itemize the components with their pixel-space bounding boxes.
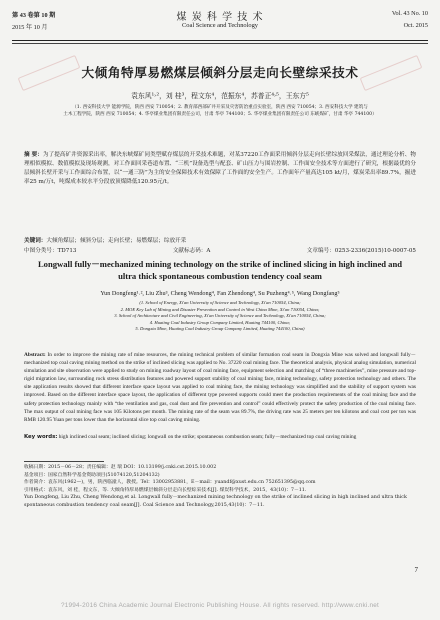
date-en: Oct. 2015 [403, 22, 428, 29]
journal-name-cn: 煤 炭 科 学 技 术 [176, 12, 264, 23]
affiliation-line: 2. MOE Key Lab of Mining and Disaster Prevention and Control in West China Mine, Xi'an 710054, China; [120, 306, 320, 312]
keywords-cn [24, 236, 416, 244]
footnote-rule [24, 461, 104, 462]
keywords-label-cn: 关键词： [24, 238, 47, 244]
abstract-en [24, 351, 416, 424]
affiliations-cn [12, 104, 428, 118]
abstract-label-en: Abstract: [24, 352, 46, 358]
affiliations-en [40, 300, 400, 333]
footnote-fund: 基金项目：国家自然科学基金资助项目(51074120,51204132) [24, 472, 160, 478]
affiliation-line: （1. 西安科技大学 能源学院，陕西 西安 710054；2. 教育部西部矿井开采及灾害防治重点实验室，陕西 西安 710054；3. 西安科技大学 建筑与 [72, 105, 368, 110]
keywords-text-en: high inclined coal seam; inclined slicing; longwall on the strike; spontaneous combustion seam; fully－mechanized top coal caving mining [58, 434, 357, 440]
volume-issue-cn: 第 43 卷第 10 期 [12, 12, 56, 19]
footnote-citation-cn: 引用格式：袁东风，刘 桂，程文东，等. 大倾角特厚易燃煤层倾斜分层走向长壁综采技术[J]. 煤炭科学技术，2015，43(10)：7－11. [24, 487, 307, 493]
volume-issue-en: Vol. 43 No. 10 [391, 10, 428, 17]
footnote-author: 作者简介：袁东风(1962—)，男，陕西临潼人，教授。Tel：13002953881，E－mail：yuandf@xust.edu.cn 752651395@qq.com [24, 480, 316, 486]
footnotes [24, 464, 416, 510]
journal-name-en: Coal Science and Technology [182, 22, 258, 29]
affiliation-line: 4. Huating Coal Industry Group Company Limited, Huating 744100, China; [149, 319, 291, 325]
keywords-label-en: Key words: [24, 434, 58, 440]
abstract-cn [24, 151, 416, 187]
abstract-text-en: In order to improve the mining rate of mine resources, the mining technical problem of similar formation coal seam in Dongxia Mine was solved and longwall fully－mechanized top coal caving mining method on the strike of inclined slicing was applied to No. 37220 coal mining face. The theoretical analysis, physical analog simulation, numerical simulation and site observation were applied to study on mining roadway layout of coal mining face, equipment selection and matching of “three machineries”, mine pressure and top-rigid migration law, surrounding rock stress distribution features and powered support stability of coal mining face, mining technology, safety protection technology and others. The site application results showed that different interface space layout was applied to coal mining face, the mining technology was simplified and the stability of support system was improved. Based on the different interface space layout, the application of different type powered supports could meet the production requirements of the coal mining face and the safety protection technology mainly with “the ventilation and gas, coal dust and fire prevention and control” could effectively protect the safety production of the coal mining face. The max output of coal mining face was 105 Kilotons per month. The mining rate of the seam was 89.7%, the driving rate was 25 meters per ten kilotons and coal cost per ton was RMB 120.95 Yuan per tons lower than the horizontal slice top coal caving mining. [24, 352, 416, 423]
paper-title-cn: 大倾角特厚易燃煤层倾斜分层走向长壁综采技术 [81, 65, 359, 80]
header-rule-thin [12, 43, 428, 44]
affiliation-line: 5. Dongxia Mine, Huating Coal Industry Group Company Limited, Huating 744100, China) [135, 326, 305, 332]
footnote-received: 收稿日期：2015－06－28；责任编辑：赵 瑞 DOI：10.13199/j.cnki.cst.2015.10.002 [24, 465, 217, 470]
keywords-text-cn: 大倾角煤层；倾斜分层；走向长壁；易燃煤层；综放开采 [46, 238, 187, 244]
running-header [12, 8, 428, 38]
affiliation-line: (1. School of Energy, Xi'an University of Science and Technology, Xi'an 710054, China; [139, 300, 301, 305]
classification-line [24, 246, 416, 254]
header-rule-thick [12, 40, 428, 41]
abstract-label-cn: 摘 要： [24, 152, 43, 158]
affiliation-line: 3. School of Architecture and Civil Engineering, Xi'an University of Science and Technology, Xi'an 710054, China; [114, 313, 326, 319]
authors-cn: 袁东风¹˒²，刘 桂³，程文东⁴，范振东⁴，苏普正⁴˒⁵，王东方⁵ [131, 92, 309, 100]
article-number: 文章编号：0253-2336(2015)10-0007-05 [306, 248, 416, 254]
date-cn: 2015 年 10 月 [12, 24, 48, 31]
copyright-notice: ?1994-2016 China Academic Journal Electronic Publishing House. All rights reserved. http://www.cnki.net [61, 602, 379, 609]
clc-number: 中图分类号：TD713 [24, 248, 77, 254]
affiliation-line: 土木工程学院，陕西 西安 710054；4. 华亭煤业集团有限责任公司，甘肃 华亭 744100；5. 华亭煤业集团有限责任公司 东峡煤矿，甘肃 华亭 744100） [63, 112, 377, 118]
authors-en: Yun Dongfeng¹˒², Liu Zhu³, Cheng Wendong⁴, Fan Zhendong⁴, Su Puzheng⁴˒⁵, Wang Dongfang⁵ [100, 290, 340, 297]
document-code: 文献标志码：A [172, 248, 211, 254]
page-number: 7 [414, 566, 418, 574]
keywords-en [24, 433, 416, 441]
paper-title-en: Longwall fully－mechanized mining technology on the strike of inclined slicing in high inclined and ultra thick spontaneous combustion tendency coal seam [37, 259, 403, 281]
abstract-text-cn: 为了提高矿井资源采出率，解决东峡煤矿同类型赋存煤层的开采技术难题，对某37220工作面采用倾斜分层走向长壁综放回采煤法，通过理论分析、物理相似模拟、数值模拟及现场观测，对工作面回采巷道布置、“三机”设备选型与配套、矿山压力与围岩控制、工作面安全技术等方面进行了研究，根据最优的分层倾斜长壁开采与工作面综合布置，以“一通三防”为主的安全保障技术有效保障了工作面的安全生产。工作面年产量高达105 kt/月，煤炭采出率89.7%，掘进率25 m/万t，吨煤成本较水平分段放顶煤降低120.95元/t。 [24, 152, 417, 186]
footnote-citation-en: Yun Dongfeng, Liu Zhu, Cheng Wendong,et al. Longwall fully－mechanized mining technology on the strike of inclined slicing in high inclined and ultra thick spontaneous combustion tendency coal seam[J]. Coal Science and Technology,2015,43(10)：7－11. [24, 495, 407, 508]
